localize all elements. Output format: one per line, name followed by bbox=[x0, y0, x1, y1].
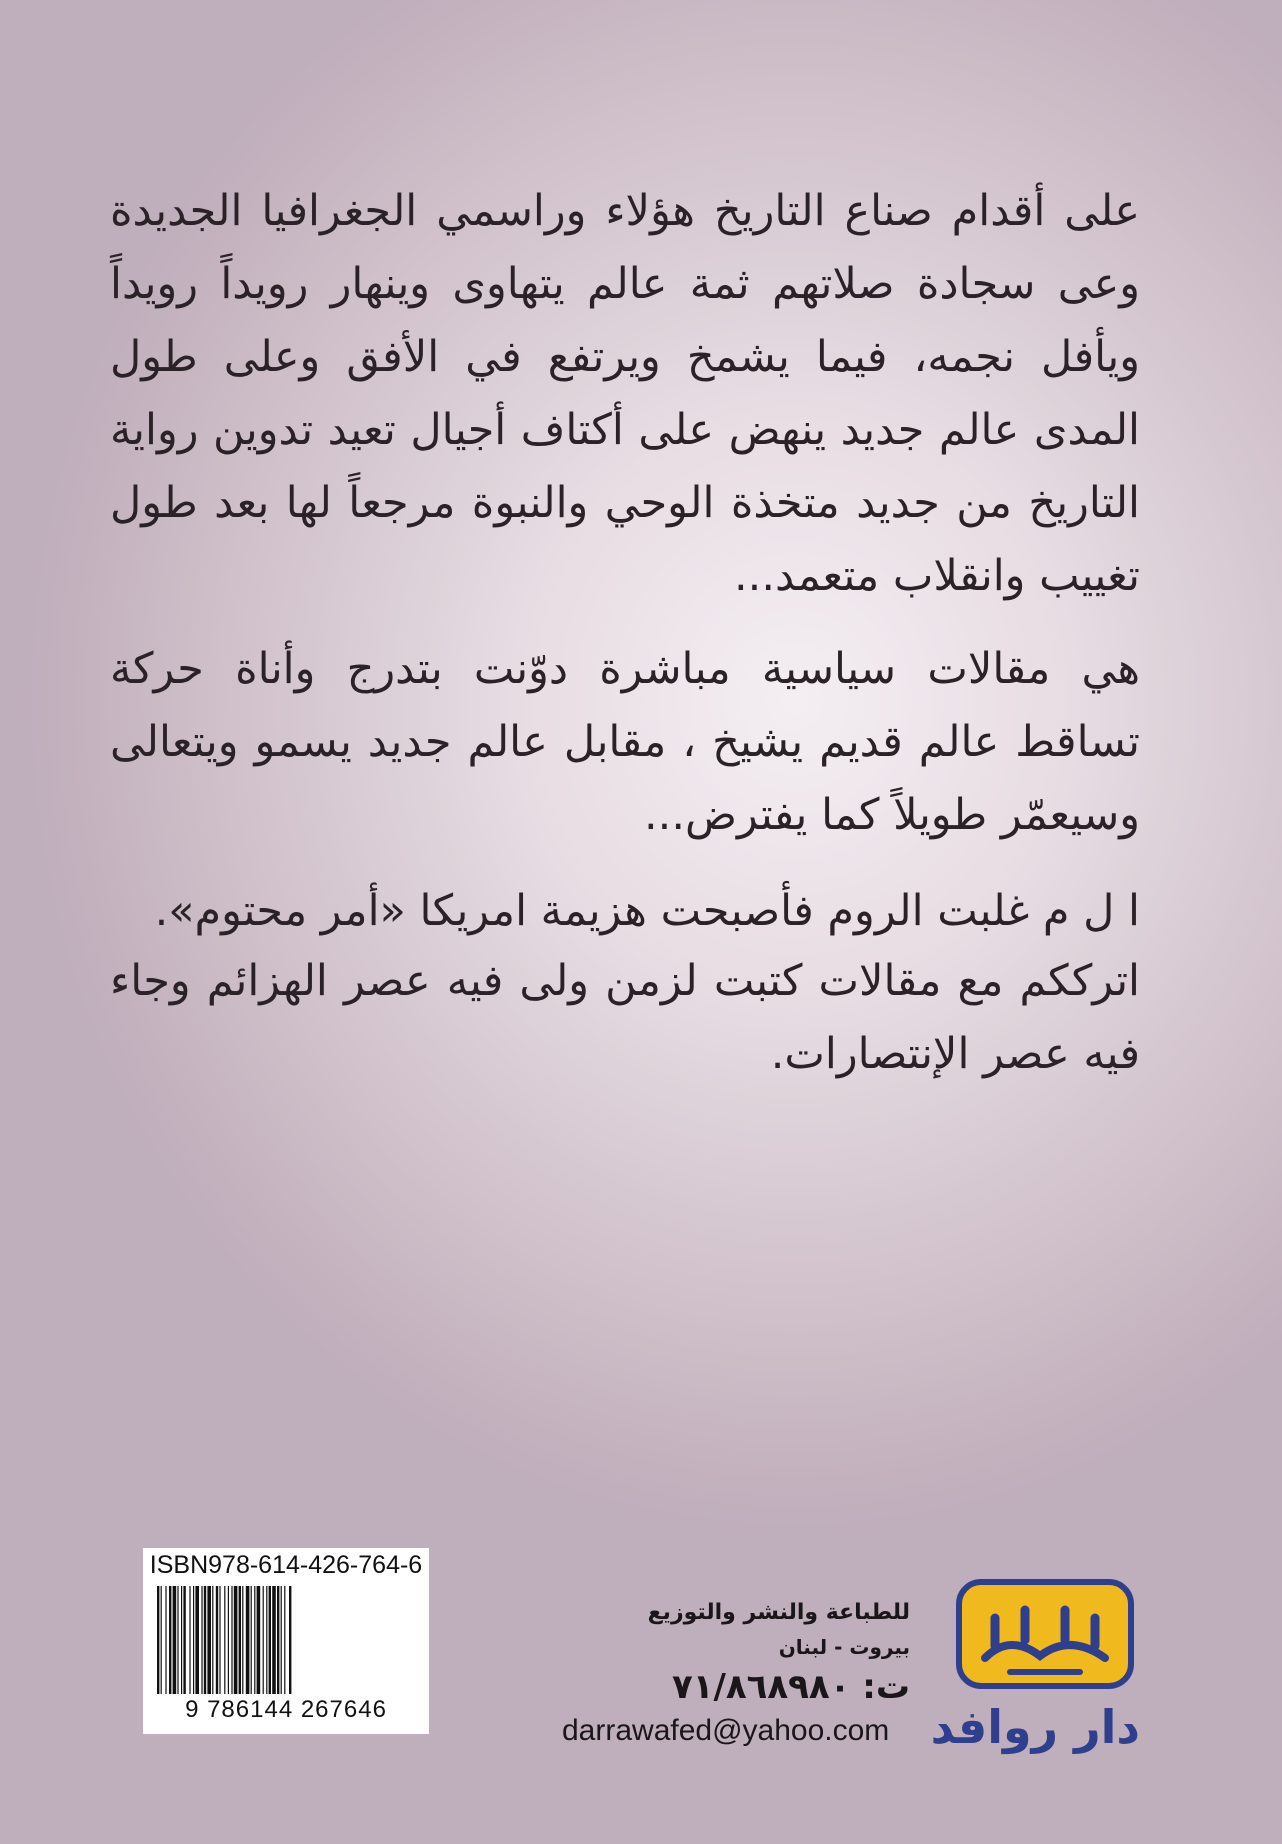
barcode-bars bbox=[155, 1586, 417, 1694]
publisher-city: بيروت - لبنان bbox=[778, 1635, 910, 1659]
isbn-barcode bbox=[143, 1548, 429, 1734]
publisher-email: darrawafed@yahoo.com bbox=[562, 1714, 890, 1747]
isbn-label: ISBN978-614-426-764-6 bbox=[149, 1551, 423, 1579]
publisher-info bbox=[560, 1600, 910, 1711]
publisher-logo-icon bbox=[955, 1578, 1135, 1690]
publisher-tagline: للطباعة والنشر والتوزيع bbox=[647, 1600, 910, 1625]
blurb-paragraph-1: على أقدام صناع التاريخ هؤلاء وراسمي الجغرافيا الجديدة وعى سجادة صلاتهم ثمة عالم يتهاوى وينهار رويداً رويداً ويأفل نجمه، فيما يشمخ ويرتفع في الأفق وعلى طول المدى عالم جديد ينهض على أكتاف أجيال تعيد تدوين رواية التاريخ من جديد متخذة الوحي والنبوة مرجعاً لها بعد طول تغييب وانقلاب متعمد... bbox=[110, 186, 1140, 601]
blurb-paragraph-3: ا ل م غلبت الروم فأصبحت هزيمة امريكا «أمر محتوم». bbox=[154, 886, 1140, 936]
blurb-paragraph-4: اترككم مع مقالات كتبت لزمن ولى فيه عصر الهزائم وجاء فيه عصر الإنتصارات. bbox=[110, 956, 1140, 1079]
publisher-name: دار روافد bbox=[930, 1700, 1140, 1754]
blurb-paragraph-2: هي مقالات سياسية مباشرة دوّنت بتدرج وأناة حركة تساقط عالم قديم يشيخ ، مقابل عالم جديد يسمو ويتعالى وسيعمّر طويلاً كما يفترض... bbox=[110, 644, 1140, 840]
barcode-number: 9 786144 267646 bbox=[185, 1696, 387, 1723]
publisher-phone: ت: ٧١/٨٦٨٩٨٠ bbox=[671, 1667, 910, 1707]
